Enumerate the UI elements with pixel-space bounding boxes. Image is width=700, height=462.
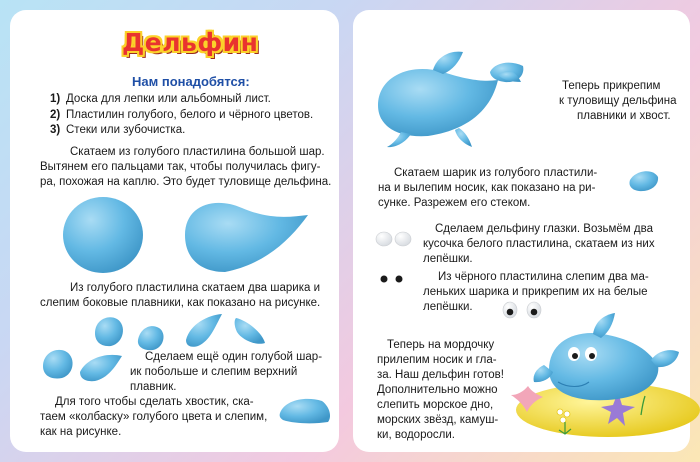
step-final-line: морских звёзд, камуш- (377, 414, 499, 426)
eye-black-image (381, 276, 388, 283)
eye-white-image (376, 232, 392, 246)
needs-item: 3) Стеки или зубочистка. (50, 124, 186, 136)
big-ball-image (63, 197, 143, 273)
tail-image (280, 399, 330, 423)
side-fin-ball-image (138, 326, 164, 350)
step-nose-line: на и вылепим носик, как показано на ри- (378, 182, 596, 194)
step-final-line: Теперь на мордочку (387, 339, 495, 351)
eye-white-image (395, 232, 411, 246)
step-topfin-line: Сделаем ещё один голубой шар- (145, 351, 323, 363)
step-nose-line: Скатаем шарик из голубого пластили- (394, 167, 598, 179)
step-eyes-black-line: леньких шарика и прикрепим их на белые (423, 286, 648, 298)
step-assemble-line: плавники и хвост. (577, 110, 671, 122)
top-fin-image (80, 355, 122, 381)
side-fin-image (186, 314, 222, 347)
top-fin-ball-image (43, 350, 73, 379)
step-eyes-black-line: Из чёрного пластилина слепим два ма- (438, 271, 649, 283)
step-ball-line: Вытянем его пальцами так, чтобы получилась фигу- (40, 161, 321, 173)
eye-black-image (396, 276, 403, 283)
step-nose-line: сунке. Разрежем его стеком. (378, 197, 531, 209)
step-tail-line: Для того чтобы сделать хвостик, ска- (55, 396, 254, 408)
step-eyes-black-line: лепёшки. (423, 301, 473, 313)
step-ball-line: ра, похожая на каплю. Это будет туловище дельфина. (40, 176, 332, 188)
step-fins-line: слепим боковые плавники, как показано на рисунке. (40, 297, 321, 309)
step-topfin-line: ик побольше и слепим верхний (130, 366, 298, 378)
step-topfin-line: плавник. (130, 381, 177, 393)
needs-heading: Нам понадобятся: (132, 74, 250, 89)
finished-dolphin-image (511, 313, 700, 437)
step-eyes-white-line: кусочка белого пластилина, скатаем из них (423, 238, 655, 250)
dolphin-body-assembled-image (378, 52, 523, 148)
needs-item: 2) Пластилин голубого, белого и чёрного цветов. (50, 108, 314, 121)
side-fin-ball-image (95, 317, 123, 346)
step-tail-line: как на рисунке. (40, 426, 122, 438)
needs-item: 1) Доска для лепки или альбомный лист. (50, 93, 271, 105)
page-title: Дельфин (122, 28, 259, 57)
step-final-line: за. Наш дельфин готов! (377, 369, 504, 381)
step-tail-line: таем «колбаску» голубого цвета и слепим, (40, 411, 268, 423)
step-final-line: прилепим носик и гла- (377, 354, 497, 366)
step-final-line: ки, водоросли. (377, 429, 455, 441)
step-final-line: слепить морское дно, (377, 399, 494, 411)
step-assemble-line: к туловищу дельфина (559, 95, 677, 107)
step-assemble-line: Теперь прикрепим (562, 80, 661, 92)
step-eyes-white-line: Сделаем дельфину глазки. Возьмём два (435, 223, 653, 235)
step-final-line: Дополнительно можно (377, 384, 498, 396)
step-fins-line: Из голубого пластилина скатаем два шарика и (70, 282, 321, 294)
nose-image (629, 171, 658, 191)
step-eyes-white-line: лепёшки. (423, 253, 473, 265)
step-ball-line: Скатаем из голубого пластилина большой шар. (70, 146, 325, 158)
right-page (353, 10, 690, 452)
left-page (10, 10, 339, 452)
drop-body-image (185, 203, 308, 272)
side-fin-image (235, 318, 265, 344)
eye-ready-image (503, 302, 541, 318)
